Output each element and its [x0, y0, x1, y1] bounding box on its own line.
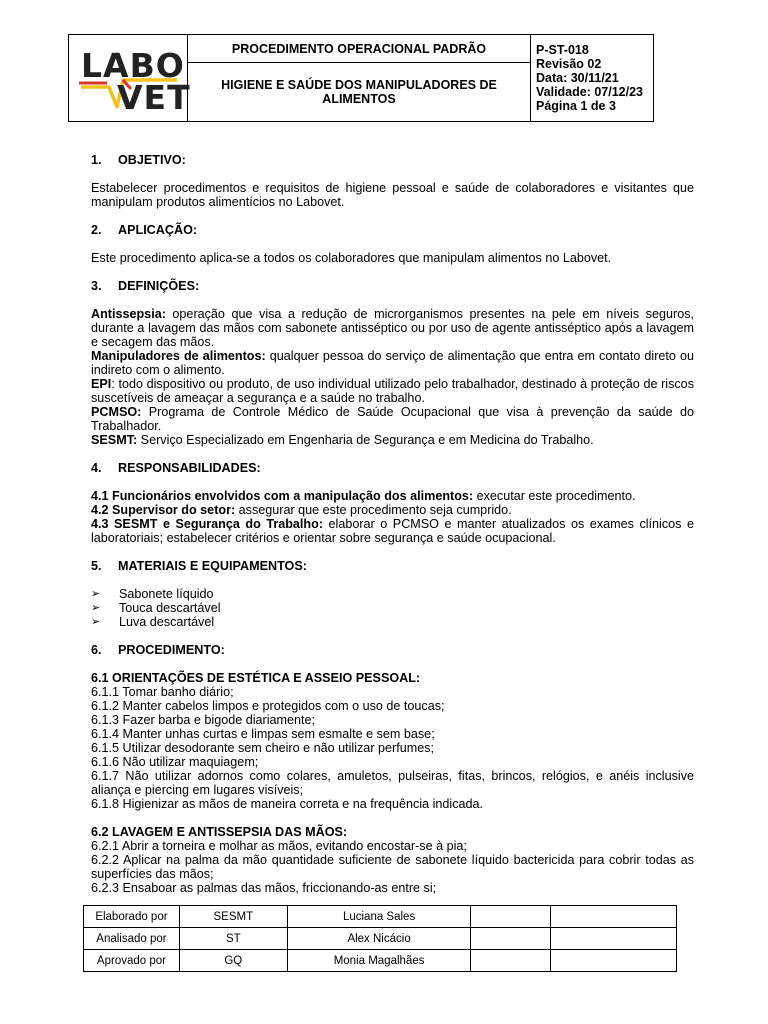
document-subject-title: HIGIENE E SAÚDE DOS MANIPULADORES DE ALIMENTOS — [188, 63, 531, 121]
section-heading-objetivo — [91, 153, 694, 167]
approval-role: Aprovado por — [84, 950, 180, 972]
table-row — [84, 950, 677, 972]
document-page-number: Página 1 de 3 — [536, 99, 616, 113]
responsibility-item — [91, 489, 694, 503]
subsection-title-lavagem: 6.2 LAVAGEM E ANTISSEPSIA DAS MÃOS: — [91, 825, 348, 839]
responsibility-text: elaborar o PCMSO e manter atualizados os exames clínicos e laboratoriais; estabelecer critérios e orientar sobre segurança e saúde ocupacional. — [91, 517, 694, 545]
definition-term: Manipuladores de alimentos: — [91, 349, 266, 363]
document-header — [68, 34, 654, 122]
approval-department: SESMT — [179, 906, 287, 928]
section-heading-responsabilidades — [91, 461, 694, 475]
subsection-title-asseio: 6.1 ORIENTAÇÕES DE ESTÉTICA E ASSEIO PESSOAL: — [91, 671, 421, 685]
approval-name: Monia Magalhães — [287, 950, 471, 972]
logo-text-top: LABO — [81, 46, 185, 85]
approval-role: Elaborado por — [84, 906, 180, 928]
approval-name: Alex Nicácio — [287, 928, 471, 950]
procedure-step: 6.1.7 Não utilizar adornos como colares, amuletos, pulseiras, fitas, brincos, relógios, e anéis inclusive aliança e piercing em lugares visíveis; — [91, 769, 694, 797]
document-date: Data: 30/11/21 — [536, 71, 619, 85]
responsibility-label: 4.3 SESMT e Segurança do Trabalho: — [91, 517, 323, 531]
section-title: OBJETIVO: — [118, 153, 186, 167]
section-number: 2. — [91, 223, 102, 237]
logo-cell — [69, 35, 191, 121]
approval-name: Luciana Sales — [287, 906, 471, 928]
approval-signature-cell — [471, 928, 551, 950]
definition-text: Serviço Especializado em Engenharia de Segurança e em Medicina do Trabalho. — [137, 433, 594, 447]
procedure-step: 6.1.1 Tomar banho diário; — [91, 685, 234, 699]
approval-date-cell — [551, 928, 677, 950]
section-number: 6. — [91, 643, 102, 657]
procedure-step: 6.1.2 Manter cabelos limpos e protegidos com o uso de toucas; — [91, 699, 445, 713]
approval-department: ST — [179, 928, 287, 950]
approval-table — [83, 905, 677, 972]
procedure-step: 6.1.4 Manter unhas curtas e limpas sem esmalte e sem base; — [91, 727, 435, 741]
definition-term: PCMSO: — [91, 405, 142, 419]
labovet-logo — [79, 46, 191, 117]
responsibility-item — [91, 503, 694, 517]
section-title: DEFINIÇÕES: — [118, 279, 200, 293]
document-validity: Validade: 07/12/23 — [536, 85, 644, 99]
section-heading-aplicacao — [91, 223, 694, 237]
definition-text: Programa de Controle Médico de Saúde Ocupacional que visa à prevenção da saúde do Trabalhador. — [91, 405, 694, 433]
objetivo-text: Estabelecer procedimentos e requisitos de higiene pessoal e saúde de colaboradores e visitantes que manipulam produtos alimentícios no Labovet. — [91, 181, 694, 209]
procedure-step: 6.1.5 Utilizar desodorante sem cheiro e não utilizar perfumes; — [91, 741, 435, 755]
procedure-step: 6.2.3 Ensaboar as palmas das mãos, friccionando-as entre si; — [91, 881, 437, 895]
procedure-step: 6.1.3 Fazer barba e bigode diariamente; — [91, 713, 316, 727]
section-title: APLICAÇÃO: — [118, 223, 198, 237]
section-number: 4. — [91, 461, 102, 475]
responsibility-text: assegurar que este procedimento seja cumprido. — [235, 503, 512, 517]
procedure-step: 6.2.1 Abrir a torneira e molhar as mãos, evitando encostar-se à pia; — [91, 839, 467, 853]
definition-term: SESMT: — [91, 433, 138, 447]
responsibility-label: 4.1 Funcionários envolvidos com a manipulação dos alimentos: — [91, 489, 474, 503]
document-type-title: PROCEDIMENTO OPERACIONAL PADRÃO — [188, 35, 531, 63]
approval-date-cell — [551, 950, 677, 972]
definition-text: operação que visa a redução de microrganismos presentes na pele em níveis seguros, durante a lavagem das mãos com sabonete antisséptico ou por uso de agente antisséptico após a lavagem e secagem das mãos. — [91, 307, 694, 349]
arrow-bullet-icon: ➢ — [91, 616, 101, 628]
arrow-bullet-icon: ➢ — [91, 588, 101, 600]
definition-antissepsia — [91, 307, 694, 349]
procedure-step: 6.1.6 Não utilizar maquiagem; — [91, 755, 259, 769]
definition-manipuladores — [91, 349, 694, 377]
definition-sesmt — [91, 433, 694, 447]
list-item — [91, 615, 694, 629]
aplicacao-text: Este procedimento aplica-se a todos os colaboradores que manipulam alimentos no Labovet. — [91, 251, 612, 265]
responsibility-text: executar este procedimento. — [473, 489, 636, 503]
approval-date-cell — [551, 906, 677, 928]
document-metadata — [531, 35, 653, 121]
approval-role: Analisado por — [84, 928, 180, 950]
definition-text: qualquer pessoa do serviço de alimentação que entra em contato direto ou indireto com o alimento. — [91, 349, 694, 377]
section-title: RESPONSABILIDADES: — [118, 461, 261, 475]
definition-pcmso — [91, 405, 694, 433]
section-heading-definicoes — [91, 279, 694, 293]
section-title: PROCEDIMENTO: — [118, 643, 225, 657]
definition-epi — [91, 377, 694, 405]
definition-text: : todo dispositivo ou produto, de uso individual utilizado pelo trabalhador, destinado à proteção de riscos suscetíveis de ameaçar a segurança e a saúde no trabalho. — [91, 377, 694, 405]
section-heading-procedimento — [91, 643, 694, 657]
responsibility-item — [91, 517, 694, 545]
section-title: MATERIAIS E EQUIPAMENTOS: — [118, 559, 307, 573]
list-item — [91, 587, 694, 601]
section-number: 3. — [91, 279, 102, 293]
definition-term: Antissepsia: — [91, 307, 166, 321]
table-row — [84, 906, 677, 928]
document-revision: Revisão 02 — [536, 57, 602, 71]
responsibility-label: 4.2 Supervisor do setor: — [91, 503, 236, 517]
section-heading-materiais — [91, 559, 694, 573]
definition-term: EPI — [91, 377, 112, 391]
approval-signature-cell — [471, 950, 551, 972]
materials-list — [91, 587, 694, 629]
logo-text-bottom: VET — [117, 78, 191, 117]
list-item-text: Luva descartável — [119, 615, 215, 629]
list-item-text: Sabonete líquido — [119, 587, 214, 601]
table-row — [84, 928, 677, 950]
section-number: 5. — [91, 559, 102, 573]
approval-signature-cell — [471, 906, 551, 928]
section-number: 1. — [91, 153, 102, 167]
approval-department: GQ — [179, 950, 287, 972]
document-code: P-ST-018 — [536, 43, 589, 57]
procedure-step: 6.2.2 Aplicar na palma da mão quantidade suficiente de sabonete líquido bactericida para cobrir todas as superfícies das mãos; — [91, 853, 694, 881]
list-item-text: Touca descartável — [119, 601, 221, 615]
document-body — [91, 153, 694, 895]
list-item — [91, 601, 694, 615]
arrow-bullet-icon: ➢ — [91, 602, 101, 614]
procedure-step: 6.1.8 Higienizar as mãos de maneira correta e na frequência indicada. — [91, 797, 484, 811]
